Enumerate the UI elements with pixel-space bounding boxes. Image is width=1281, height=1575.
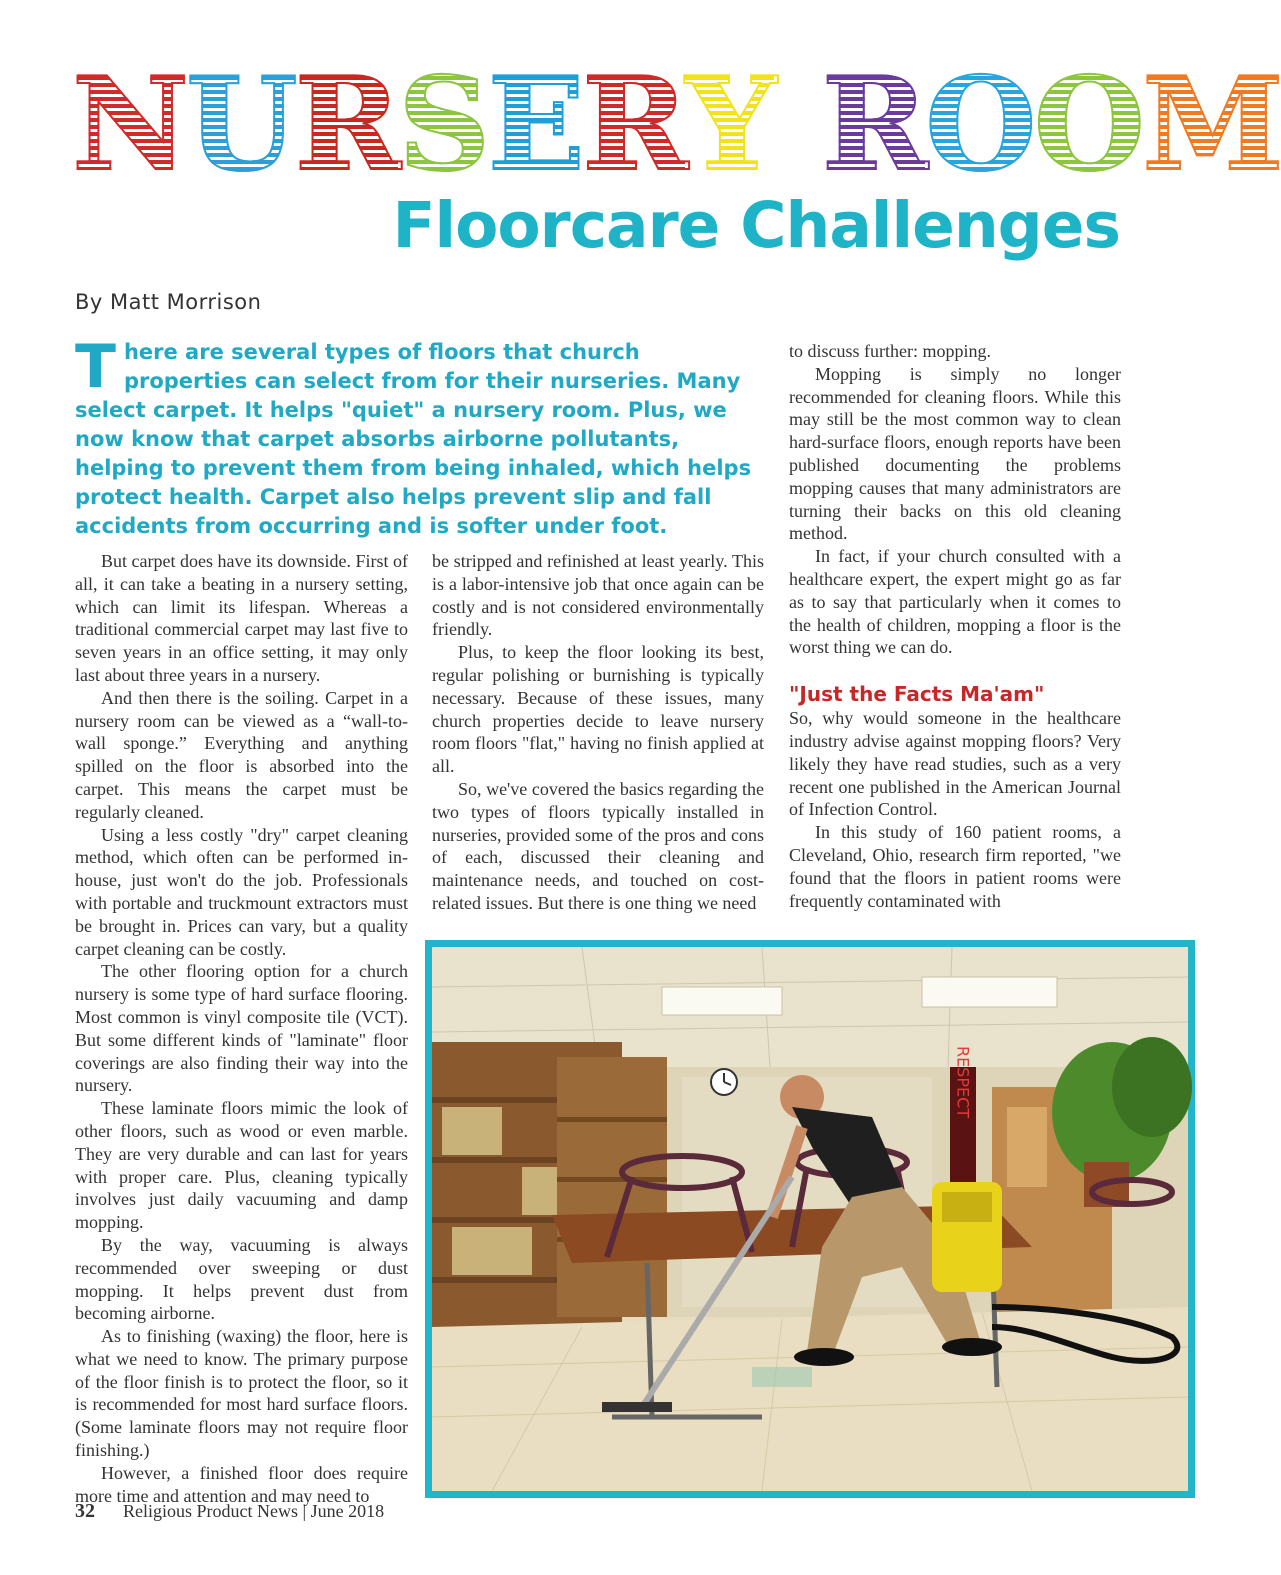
body-paragraph: By the way, vacuuming is always recommended over sweeping or dust mopping. It helps prevent dust from becoming airborne.	[75, 1234, 408, 1324]
title-letter: Y	[685, 50, 774, 200]
article-column-2	[432, 550, 764, 915]
body-paragraph: Plus, to keep the floor looking its best, regular polishing or burnishing is typically necessary. Because of these issues, many church properties decide to leave nursery room floors "flat," having no finish applied at all.	[432, 642, 764, 777]
body-paragraph: In fact, if your church consulted with a healthcare expert, the expert might go as far as to say that particularly when it comes to the health of children, mopping a floor is the worst thing we can do.	[789, 546, 1121, 658]
title-letter: R	[821, 50, 926, 200]
body-paragraph: But carpet does have its downside. First of all, it can take a beating in a nursery setting, which can limit its lifespan. Whereas a traditional commercial carpet may last five to seven years in an office setting, it may only last about three years in a nursery.	[75, 551, 408, 685]
body-paragraph: So, why would someone in the healthcare industry advise against mopping floors? Very likely they have read studies, such as a very recent one published in the American Journal of Infection Control.	[789, 708, 1121, 820]
section-heading: "Just the Facts Ma'am"	[789, 682, 1045, 707]
respect-sign: RESPECT	[953, 1045, 973, 1119]
classroom-floor-cleaning-photo	[432, 947, 1188, 1491]
title-nursery-room	[72, 50, 1281, 200]
article-photo	[425, 940, 1195, 1498]
title-letter: U	[186, 50, 295, 200]
body-paragraph: And then there is the soiling. Carpet in a nursery room can be viewed as a “wall-to-wall sponge.” Everything and anything spilled on the floor is absorbed into the carpet. This means the carpet must be regularly cleaned.	[75, 687, 408, 822]
subtitle: Floorcare Challenges	[392, 189, 1120, 262]
body-paragraph: However, a finished floor does require more time and attention and may need to	[75, 1462, 408, 1506]
body-paragraph: As to finishing (waxing) the floor, here is what we need to know. The primary purpose of the floor finish is to protect the floor, so it is recommended for most hard surface floors. (Some laminate floors may not require floor finishing.)	[75, 1326, 408, 1461]
page-footer	[75, 1500, 384, 1523]
body-paragraph: be stripped and refinished at least yearly. This is a labor-intensive job that once again can be costly and is not considered environmentally friendly.	[432, 551, 764, 640]
byline: By Matt Morrison	[75, 290, 262, 314]
title-letter: E	[487, 50, 582, 200]
intro-paragraph	[75, 332, 767, 541]
article-column-3	[789, 340, 1121, 912]
body-paragraph: Using a less costly "dry" carpet cleaning method, which often can be performed in-house, just won't do the job. Professionals with portable and truckmount extractors must be brought in. Prices can vary, but a quality carpet cleaning can be costly.	[75, 824, 408, 959]
page-number: 32	[75, 1500, 95, 1522]
title-letter: O	[1033, 50, 1143, 200]
title-letter: N	[72, 50, 186, 200]
intro-text: here are several types of floors that church properties can select from for their nurseries. Many select carpet. It helps "quiet" a nursery room. Plus, we now know that carpet absorbs airborne pollutants, helping to prevent them from being inhaled, which helps protect health. Carpet also helps prevent slip and fall accidents from occurring and is softer under foot.	[75, 340, 752, 538]
body-paragraph: The other flooring option for a church nursery is some type of hard surface flooring. Most common is vinyl composite tile (VCT). But some different kinds of "laminate" floor coverings are also finding their way into the nursery.	[75, 961, 408, 1096]
drop-cap: T	[75, 332, 116, 402]
title-letter: S	[398, 50, 488, 200]
body-paragraph: to discuss further: mopping.	[789, 341, 991, 361]
title-letter: R	[582, 50, 686, 200]
article-column-1	[75, 550, 408, 1507]
body-paragraph: So, we've covered the basics regarding the two types of floors typically installed in nurseries, provided some of the pros and cons of each, discussed their cleaning and maintenance needs, and touched on cost-related issues. But there is one thing we need	[432, 778, 764, 913]
body-paragraph: In this study of 160 patient rooms, a Cleveland, Ohio, research firm reported, "we found that the floors in patient rooms were frequently contaminated with	[789, 822, 1121, 911]
title-letter: R	[294, 50, 398, 200]
title-letter: O	[925, 50, 1034, 200]
body-paragraph: These laminate floors mimic the look of other floors, such as wood or even marble. They are very durable and can last for years with proper care. Plus, cleaning typically involves just daily vacuuming and damp mopping.	[75, 1098, 408, 1233]
body-paragraph: Mopping is simply no longer recommended for cleaning floors. While this may still be the most common way to clean hard-surface floors, enough reports have been published documenting the problems mopping causes that many administrators are turning their backs on this old cleaning method.	[789, 363, 1121, 544]
title-letter: M	[1142, 50, 1281, 200]
publication-info: Religious Product News | June 2018	[123, 1501, 385, 1521]
